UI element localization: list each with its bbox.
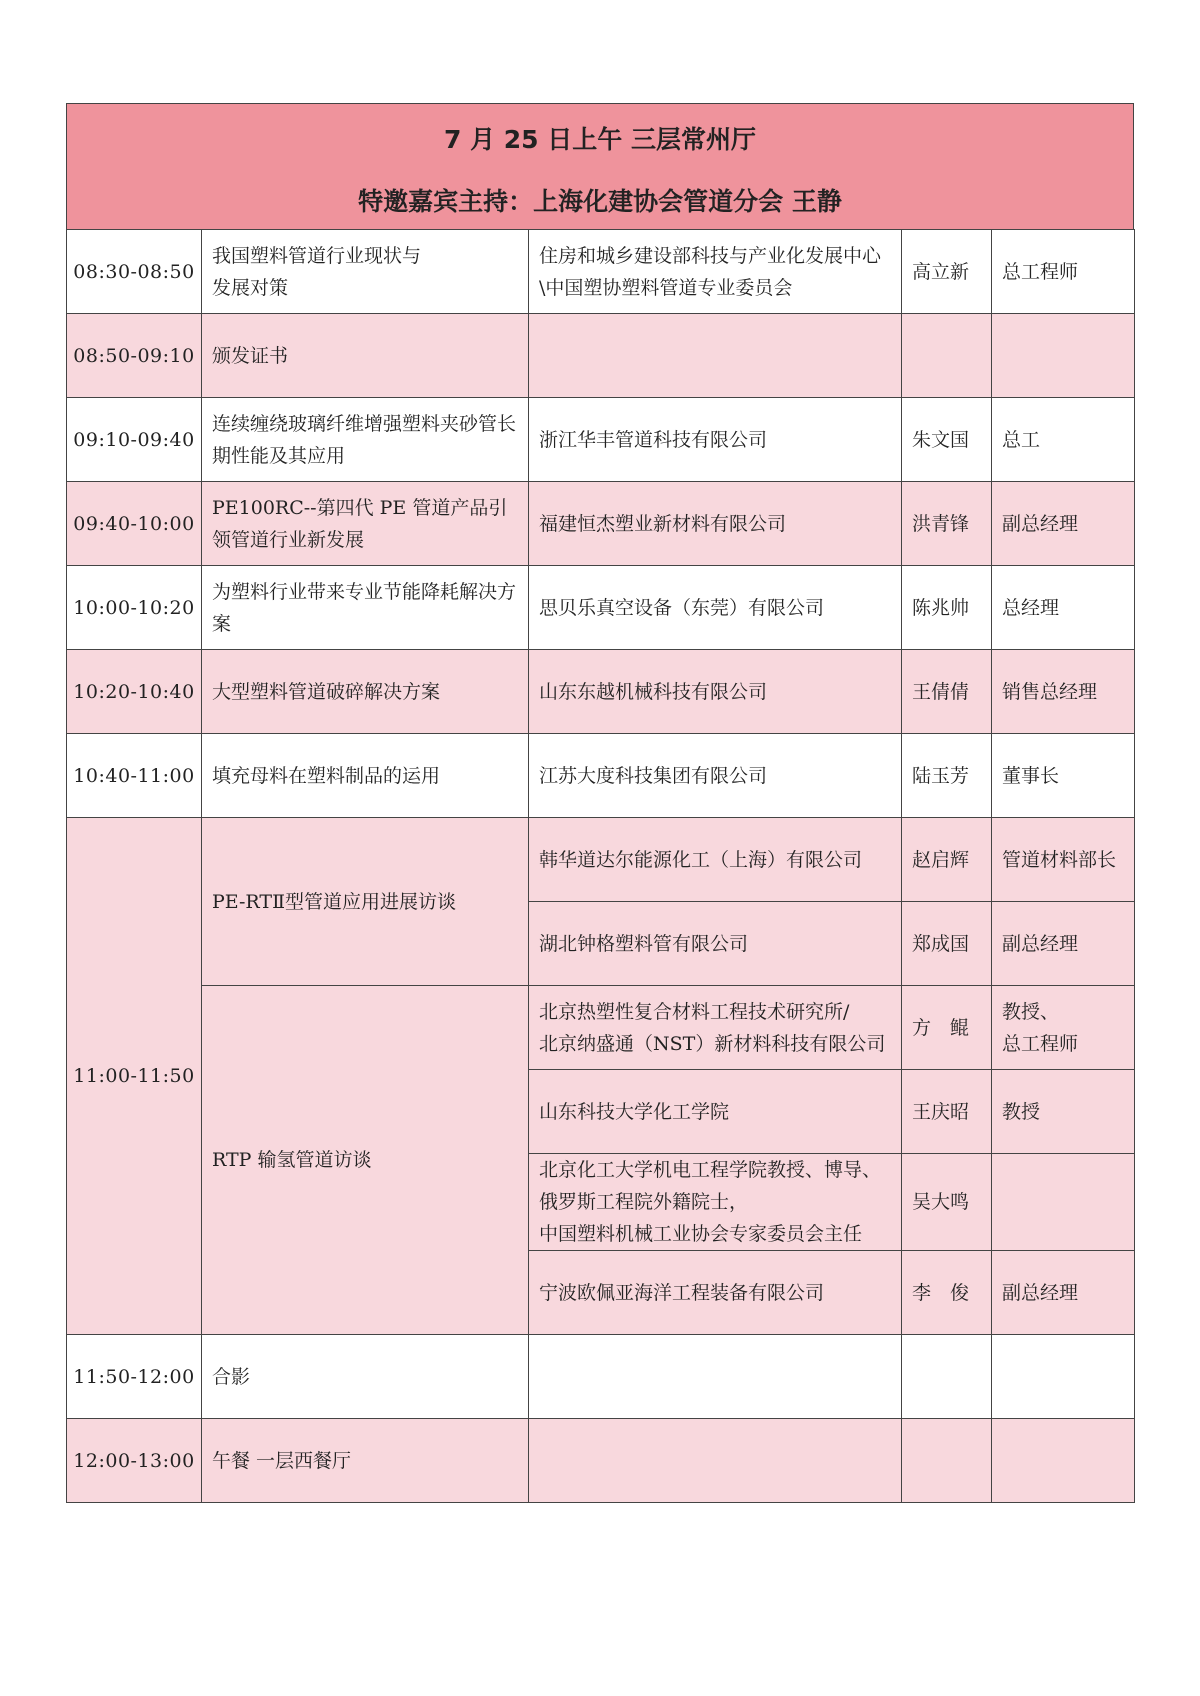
speaker-cell: 郑成国 bbox=[902, 902, 992, 986]
topic-cell: 为塑料行业带来专业节能降耗解决方案 bbox=[202, 566, 529, 650]
speaker-cell bbox=[902, 1419, 992, 1503]
topic-cell: PE100RC--第四代 PE 管道产品引领管道行业新发展 bbox=[202, 482, 529, 566]
title-cell: 副总经理 bbox=[992, 482, 1135, 566]
speaker-cell: 高立新 bbox=[902, 230, 992, 314]
table-row bbox=[67, 1419, 1135, 1503]
title-cell: 管道材料部长 bbox=[992, 818, 1135, 902]
topic-cell: 大型塑料管道破碎解决方案 bbox=[202, 650, 529, 734]
time-cell: 09:40-10:00 bbox=[67, 482, 202, 566]
header-session: 7 月 25 日上午 三层常州厅 bbox=[443, 125, 756, 154]
header-host: 特邀嘉宾主持：上海化建协会管道分会 王静 bbox=[358, 187, 842, 216]
table-row bbox=[67, 818, 1135, 902]
org-cell: 北京化工大学机电工程学院教授、博导、 俄罗斯工程院外籍院士， 中国塑料机械工业协会专家委员会主任 bbox=[529, 1154, 902, 1251]
topic-cell: 颁发证书 bbox=[202, 314, 529, 398]
speaker-cell: 李 俊 bbox=[902, 1251, 992, 1335]
time-cell: 08:50-09:10 bbox=[67, 314, 202, 398]
agenda-header bbox=[66, 103, 1134, 229]
topic-cell: PE-RTⅡ型管道应用进展访谈 bbox=[202, 818, 529, 986]
speaker-cell: 洪青锋 bbox=[902, 482, 992, 566]
title-cell: 总工 bbox=[992, 398, 1135, 482]
title-cell: 销售总经理 bbox=[992, 650, 1135, 734]
org-cell: 思贝乐真空设备（东莞）有限公司 bbox=[529, 566, 902, 650]
time-cell: 11:00-11:50 bbox=[67, 818, 202, 1335]
speaker-cell bbox=[902, 314, 992, 398]
speaker-cell bbox=[902, 1335, 992, 1419]
org-cell bbox=[529, 314, 902, 398]
speaker-cell: 陈兆帅 bbox=[902, 566, 992, 650]
title-cell bbox=[992, 1419, 1135, 1503]
topic-cell: 填充母料在塑料制品的运用 bbox=[202, 734, 529, 818]
title-cell: 董事长 bbox=[992, 734, 1135, 818]
title-cell: 总经理 bbox=[992, 566, 1135, 650]
topic-cell: RTP 输氢管道访谈 bbox=[202, 986, 529, 1335]
title-cell: 教授、 总工程师 bbox=[992, 986, 1135, 1070]
org-cell: 江苏大度科技集团有限公司 bbox=[529, 734, 902, 818]
org-cell: 山东科技大学化工学院 bbox=[529, 1070, 902, 1154]
org-cell: 福建恒杰塑业新材料有限公司 bbox=[529, 482, 902, 566]
speaker-cell: 方 鲲 bbox=[902, 986, 992, 1070]
agenda-table bbox=[66, 229, 1135, 1503]
table-row bbox=[67, 650, 1135, 734]
table-row bbox=[67, 482, 1135, 566]
speaker-cell: 王倩倩 bbox=[902, 650, 992, 734]
time-cell: 08:30-08:50 bbox=[67, 230, 202, 314]
title-cell bbox=[992, 1335, 1135, 1419]
org-cell: 住房和城乡建设部科技与产业化发展中心\中国塑协塑料管道专业委员会 bbox=[529, 230, 902, 314]
topic-cell: 连续缠绕玻璃纤维增强塑料夹砂管长期性能及其应用 bbox=[202, 398, 529, 482]
org-cell: 韩华道达尔能源化工（上海）有限公司 bbox=[529, 818, 902, 902]
title-cell: 副总经理 bbox=[992, 1251, 1135, 1335]
agenda-sheet bbox=[66, 103, 1134, 1503]
table-row bbox=[67, 230, 1135, 314]
speaker-cell: 吴大鸣 bbox=[902, 1154, 992, 1251]
table-row bbox=[67, 566, 1135, 650]
table-row bbox=[67, 1335, 1135, 1419]
speaker-cell: 王庆昭 bbox=[902, 1070, 992, 1154]
topic-cell: 我国塑料管道行业现状与 发展对策 bbox=[202, 230, 529, 314]
org-cell: 山东东越机械科技有限公司 bbox=[529, 650, 902, 734]
table-row bbox=[67, 314, 1135, 398]
time-cell: 10:20-10:40 bbox=[67, 650, 202, 734]
time-cell: 09:10-09:40 bbox=[67, 398, 202, 482]
topic-cell: 午餐 一层西餐厅 bbox=[202, 1419, 529, 1503]
title-cell: 教授 bbox=[992, 1070, 1135, 1154]
time-cell: 10:00-10:20 bbox=[67, 566, 202, 650]
time-cell: 12:00-13:00 bbox=[67, 1419, 202, 1503]
org-cell: 宁波欧佩亚海洋工程装备有限公司 bbox=[529, 1251, 902, 1335]
speaker-cell: 赵启辉 bbox=[902, 818, 992, 902]
org-cell: 湖北钟格塑料管有限公司 bbox=[529, 902, 902, 986]
table-row bbox=[67, 734, 1135, 818]
time-cell: 10:40-11:00 bbox=[67, 734, 202, 818]
table-row bbox=[67, 398, 1135, 482]
speaker-cell: 朱文国 bbox=[902, 398, 992, 482]
org-cell: 浙江华丰管道科技有限公司 bbox=[529, 398, 902, 482]
topic-cell: 合影 bbox=[202, 1335, 529, 1419]
title-cell: 副总经理 bbox=[992, 902, 1135, 986]
title-cell bbox=[992, 314, 1135, 398]
org-cell bbox=[529, 1419, 902, 1503]
org-cell: 北京热塑性复合材料工程技术研究所/ 北京纳盛通（NST）新材料科技有限公司 bbox=[529, 986, 902, 1070]
speaker-cell: 陆玉芳 bbox=[902, 734, 992, 818]
time-cell: 11:50-12:00 bbox=[67, 1335, 202, 1419]
title-cell bbox=[992, 1154, 1135, 1251]
org-cell bbox=[529, 1335, 902, 1419]
title-cell: 总工程师 bbox=[992, 230, 1135, 314]
table-row bbox=[67, 986, 1135, 1070]
